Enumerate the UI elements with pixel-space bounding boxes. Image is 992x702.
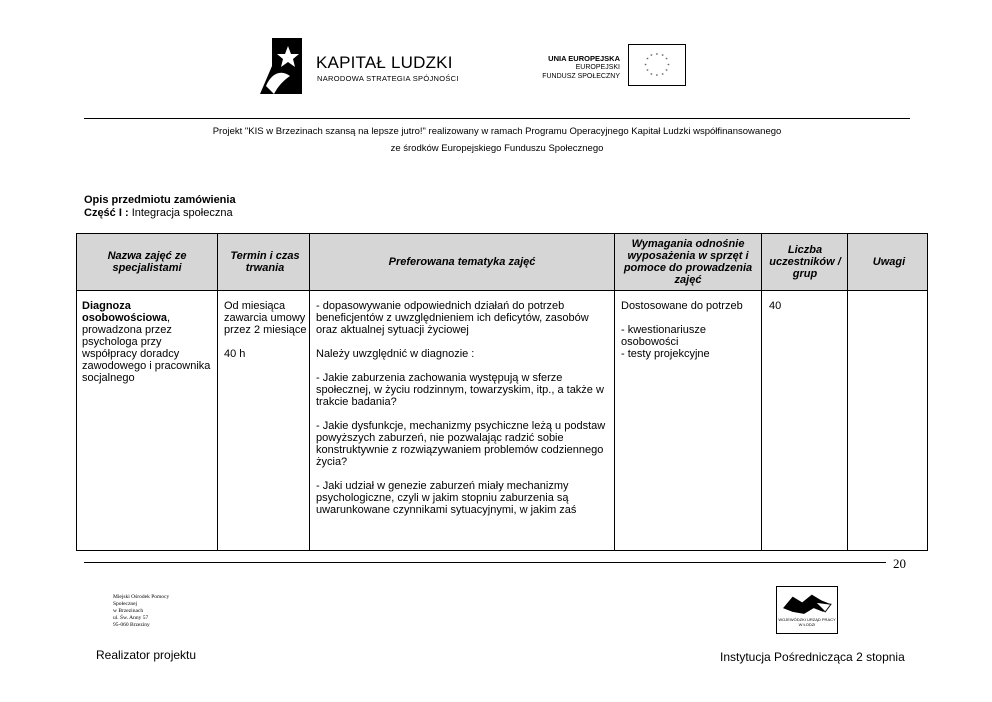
header-notes: Uwagi	[872, 256, 906, 268]
section-title: Opis przedmiotu zamówienia	[84, 194, 236, 206]
cell-topics	[316, 300, 608, 528]
column-divider	[761, 234, 762, 550]
svg-text:*: *	[646, 69, 649, 75]
wup-text: WOJEWÓDZKI URZĄD PRACY W ŁODZI	[778, 617, 836, 627]
term-text: Od miesiąca zawarcia umowy przez 2 miesiące	[224, 300, 307, 336]
topic-item: - Jakie zaburzenia zachowania występują w sferze społecznej, w życiu rodzinnym, towarzyskim, itp., a także w trakcie badania?	[316, 372, 604, 408]
svg-text:*: *	[650, 73, 653, 79]
eu-line-2: EUROPEJSKI	[575, 64, 620, 71]
eu-label	[520, 54, 620, 81]
cell-term	[224, 300, 308, 372]
brand-title: KAPITAŁ LUDZKI	[316, 53, 453, 72]
activity-desc: , prowadzona przez psychologa przy współpracy doradcy zawodowego i pracownika socjalnego	[82, 312, 211, 384]
svg-text:*: *	[655, 74, 659, 80]
req-item: - testy projekcyjne	[621, 348, 710, 360]
mops-line: Społecznej	[113, 601, 138, 607]
project-statement	[84, 123, 910, 157]
realizator-label: Realizator projektu	[96, 648, 197, 662]
topic-item: - Jakie dysfunkcje, mechanizmy psychiczne leżą u podstaw powyższych zaburzeń, nie pozwalając radzić sobie konstruktywnie z rozwiązywaniem problemów codziennego życia?	[316, 420, 606, 468]
requirements-table	[76, 233, 928, 551]
topic-item: Należy uwzględnić w diagnozie :	[316, 348, 475, 360]
activity-name: Diagnoza osobowościowa	[82, 300, 167, 324]
header-divider	[84, 118, 910, 119]
req-item: Dostosowane do potrzeb	[621, 300, 743, 312]
header-requirements: Wymagania odnośnie wyposażenia w sprzęt i pomoce do prowadzenia zajęć	[623, 238, 753, 286]
mops-stamp	[113, 594, 169, 629]
svg-text:*: *	[665, 58, 668, 64]
part-name: Integracja społeczna	[128, 207, 233, 219]
cell-requirements	[621, 300, 759, 360]
topic-item: - dopasowywanie odpowiednich działań do potrzeb beneficjentów z uwzględnieniem ich deficytów, zasobów oraz aktualnej sytuacji życiowej	[316, 300, 589, 336]
req-item: - kwestionariusze osobowości	[621, 324, 706, 348]
mops-line: Miejski Ośrodek Pomocy	[113, 594, 170, 600]
part-label: Część I :	[84, 207, 129, 219]
instytucja-label: Instytucja Pośrednicząca 2 stopnia	[720, 650, 905, 664]
svg-text:*: *	[655, 53, 659, 59]
svg-text:*: *	[650, 54, 653, 60]
mops-line: ul. Św. Anny 57	[113, 615, 149, 621]
header-topics: Preferowana tematyka zajęć	[388, 256, 536, 268]
project-line-1: Projekt "KIS w Brzezinach szansą na lepsze jutro!" realizowany w ramach Programu Operacyjnego Kapitał Ludzki współfinansowanego	[212, 126, 782, 137]
eu-line-3: FUNDUSZ SPOŁECZNY	[542, 73, 620, 80]
mops-line: w Brzezinach	[113, 608, 144, 614]
header-name: Nazwa zajęć ze specjalistami	[107, 250, 187, 274]
header-term: Termin i czas trwania	[230, 250, 300, 274]
svg-text:*: *	[665, 69, 668, 75]
section-part	[84, 207, 233, 219]
brand-subtitle: NARODOWA STRATEGIA SPÓJNOŚCI	[317, 74, 459, 83]
project-line-2: ze środków Europejskiego Funduszu Społecznego	[390, 143, 604, 154]
svg-text:*: *	[667, 63, 670, 69]
column-divider	[614, 234, 615, 550]
column-divider	[309, 234, 310, 550]
svg-text:*: *	[646, 58, 649, 64]
kapital-ludzki-logo	[258, 36, 304, 96]
column-divider	[847, 234, 848, 550]
svg-text:*: *	[644, 63, 647, 69]
eu-flag-icon	[628, 44, 686, 86]
header-participants: Liczba uczestników / grup	[769, 244, 841, 280]
cell-participants: 40	[769, 300, 782, 312]
page-number: 20	[893, 556, 906, 571]
eu-line-1: UNIA EUROPEJSKA	[548, 54, 620, 63]
svg-text:*: *	[661, 54, 664, 60]
cell-name	[82, 300, 214, 384]
footer-divider	[84, 562, 886, 563]
topic-item: - Jaki udział w genezie zaburzeń miały mechanizmy psychologiczne, czyli w jakim stopniu zaburzenia są uwarunkowane czynnikami sytuacyjnymi, w jakim zaś	[316, 480, 577, 516]
hours-text: 40 h	[224, 348, 246, 360]
svg-text:*: *	[661, 73, 664, 79]
column-divider	[217, 234, 218, 550]
mops-line: 95-060 Brzeziny	[113, 622, 150, 628]
